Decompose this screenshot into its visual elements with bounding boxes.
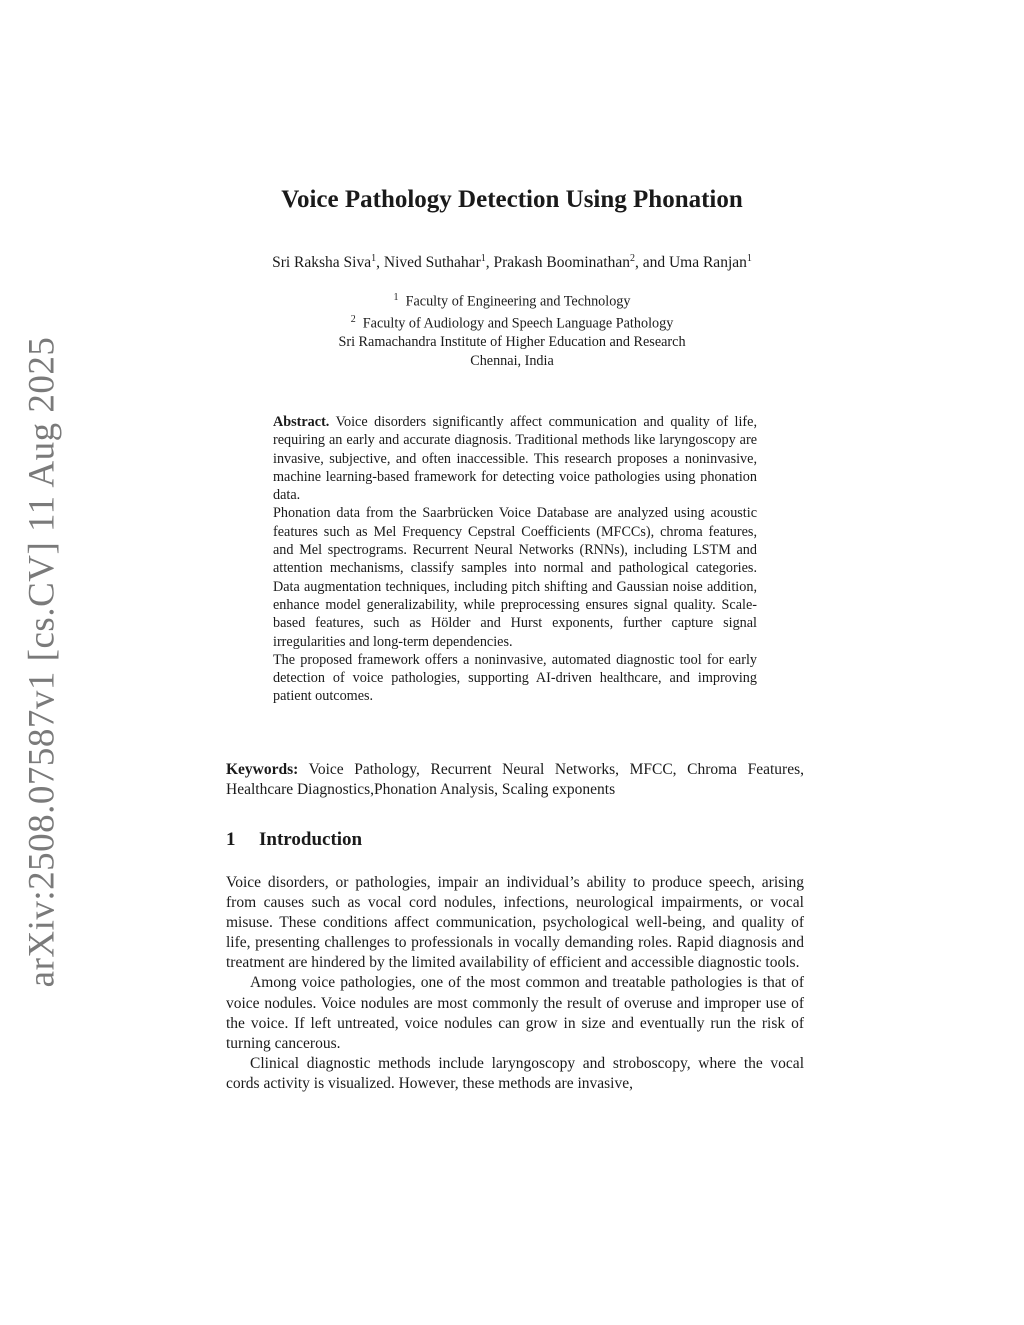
affiliation-line [0,289,1024,311]
section-heading [226,829,362,851]
abstract-paragraph: Phonation data from the Saarbrücken Voice Database are analyzed using acoustic features such as Mel Frequency Cepstral Coefficients (MFCCs), chroma features, and Mel spectrograms. Recurrent Neural Networks (RNNs), including LSTM and attention mechanisms, classify samples into normal and pathological categories. Data augmentation techniques, including pitch shifting and Gaussian noise addition, enhance model generalizability, while preprocessing ensures signal quality. Scale-based features, such as Hölder and Hurst exponents, further capture signal irregularities and long-term dependencies. [273,505,757,650]
affiliation-text: Faculty of Engineering and Technology [405,293,631,310]
affiliation-line [0,311,1024,333]
section-number: 1 [226,829,236,850]
author-name: Sri Raksha Siva [272,254,372,272]
author-name: Nived Suthahar [383,254,481,272]
abstract-paragraph: The proposed framework offers a noninvasive, automated diagnostic tool for early detection of voice pathologies, supporting AI-driven healthcare, and improving patient outcomes. [273,651,757,705]
abstract-label: Abstract. [273,414,330,430]
abstract-paragraph [273,413,757,504]
arxiv-identifier-stamp: arXiv:2508.07587v1 [cs.CV] 11 Aug 2025 [21,336,63,988]
affiliation-text: Faculty of Audiology and Speech Language Pathology [362,315,674,332]
author-affiliation-mark: 1 [480,253,486,264]
body-paragraph: Among voice pathologies, one of the most common and treatable pathologies is that of voice nodules. Voice nodules are most commonly the result of overuse and improper use of the voice. If left untreated, voice nodules can grow in size and eventually run the risk of turning cancerous. [226,974,804,1052]
author-affiliation-mark: 2 [629,253,635,264]
author-list [0,253,1024,272]
paper-title: Voice Pathology Detection Using Phonation [281,186,743,213]
author-name: Uma Ranjan [668,254,747,272]
abstract-text: Voice disorders significantly affect communication and quality of life, requiring an early and accurate diagnosis. Traditional methods like laryngoscopy are invasive, subjective, and often inaccessible. This research proposes a noninvasive, machine learning-based framework for detecting voice pathologies using phonation data. [273,414,758,504]
keywords-text: Voice Pathology, Recurrent Neural Networks, MFCC, Chroma Features, Healthcare Diagnostics,Phonation Analysis, Scaling exponents [226,761,804,798]
location-line: Chennai, India [470,352,554,369]
body-paragraph: Voice disorders, or pathologies, impair an individual’s ability to produce speech, arising from causes such as vocal cord nodules, infections, neurological impairments, or vocal misuse. These conditions affect communication, psychological well-being, and quality of life, presenting challenges to professionals in vocally demanding roles. Rapid diagnosis and treatment are hindered by the limited availability of efficient and accessible diagnostic tools. [226,874,804,972]
affiliations-block [0,289,1024,370]
author-separator: , [376,254,384,272]
author-name: Prakash Boominathan [493,254,630,272]
author-separator: , and [634,254,669,272]
introduction-body [226,873,804,1094]
affiliation-mark: 1 [393,292,399,303]
body-paragraph: Clinical diagnostic methods include laryngoscopy and stroboscopy, where the vocal cords activity is visualized. However, these methods are invasive, [226,1054,804,1092]
section-title: Introduction [259,829,363,850]
abstract-block [273,413,757,706]
author-affiliation-mark: 1 [746,253,752,264]
keywords-block [226,760,804,800]
institution-line: Sri Ramachandra Institute of Higher Education and Research [338,334,686,351]
keywords-label: Keywords: [226,761,299,778]
author-affiliation-mark: 1 [371,253,377,264]
affiliation-mark: 2 [350,314,356,326]
author-separator: , [485,254,494,272]
